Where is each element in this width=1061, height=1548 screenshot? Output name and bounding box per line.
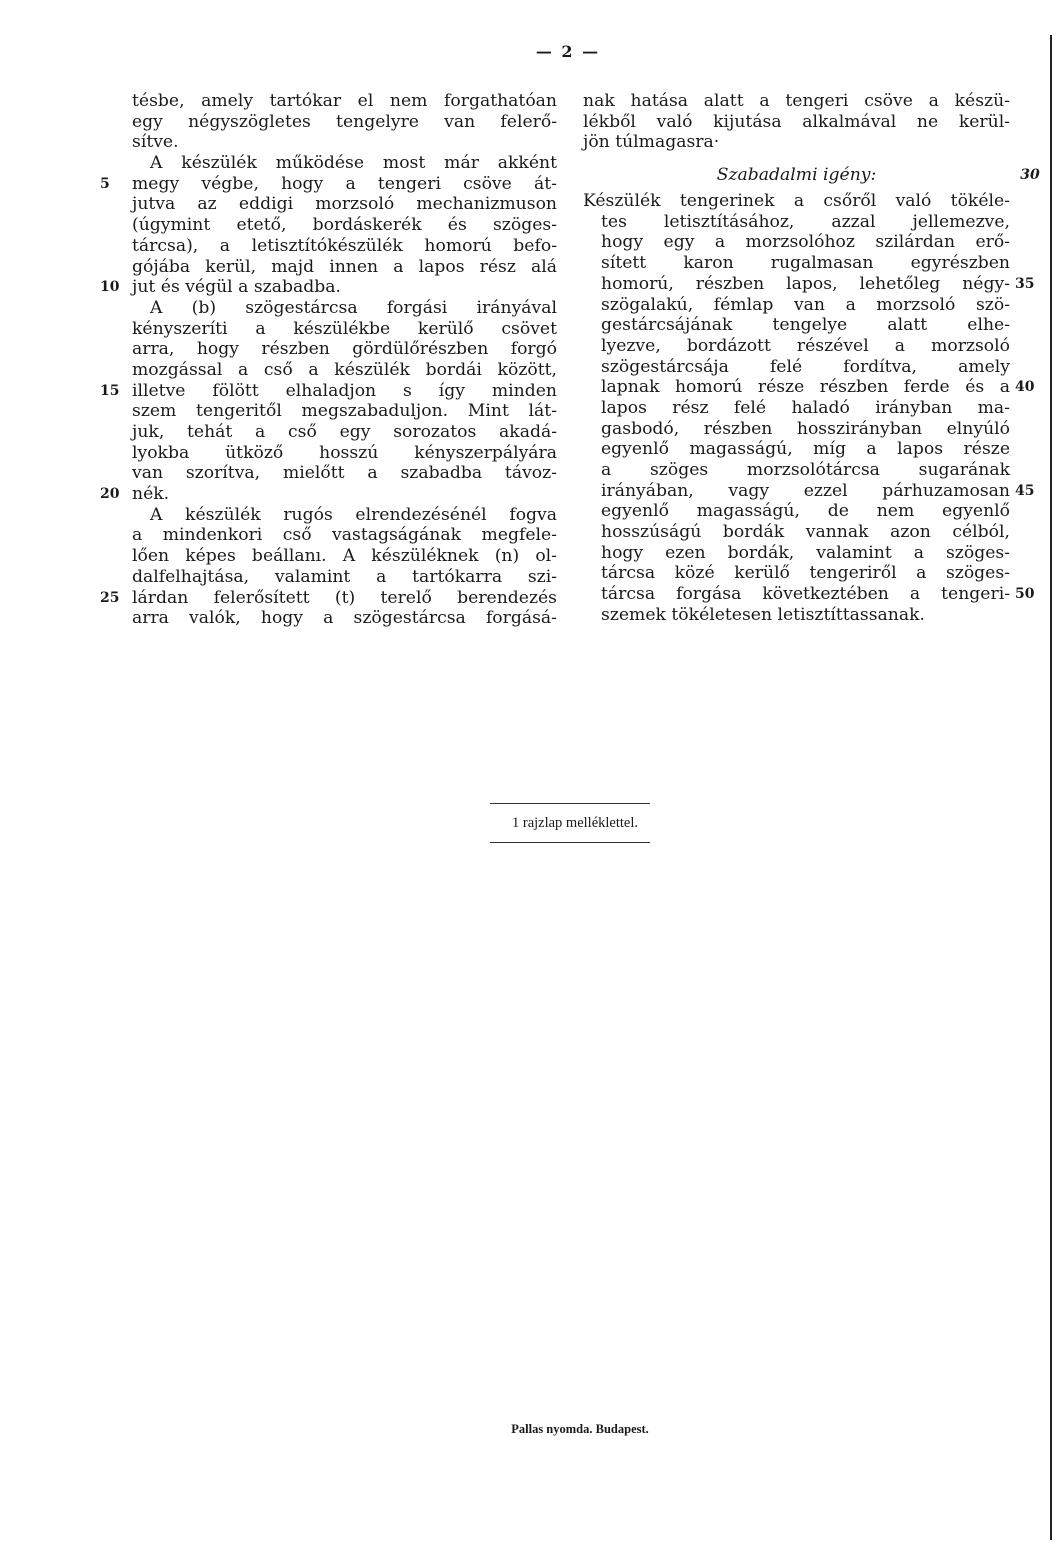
text-line [132,257,557,278]
line-text: homorú, részben lapos, lehetőleg négy- [601,273,1010,294]
text-line [583,605,1010,626]
line-text: arra valók, hogy a szögestárcsa forgásá- [132,608,557,629]
line-text: sített karon rugalmasan egyrészben [601,253,1010,274]
text-line [132,422,557,443]
line-text: egyenlő magasságú, míg a lapos része [601,439,1010,460]
line-text: jön túlmagasra· [583,132,720,153]
text-line [583,112,1010,133]
line-text: a szöges morzsolótárcsa sugarának [601,460,1010,480]
text-line [132,401,557,422]
line-text: sítve. [132,132,179,153]
line-text: juk, tehát a cső egy sorozatos akadá- [132,422,557,442]
line-text: gójába kerül, majd innen a lapos rész alá [132,256,557,277]
text-line [583,377,1035,398]
text-line [132,463,557,484]
text-line [583,398,1010,419]
text-line [583,191,1010,212]
line-text: Készülék tengerinek a csőről való tökéle- [583,191,1010,212]
page-number: — 2 — [535,42,601,61]
line-text: lően képes beállanı. A készüléknek (n) ol- [132,546,557,567]
line-text: lapnak homorú része részben ferde és a [601,377,1010,398]
text-line [583,357,1010,378]
line-number: 30 [1020,167,1040,184]
text-line [132,298,557,319]
line-text: lyezve, bordázott részével a morzsoló [601,335,1010,356]
line-text: egyenlő magasságú, de nem egyenlő [601,501,1010,522]
text-line [583,315,1010,336]
line-text: lárdan felerősített (t) terelő berendezés [132,587,557,608]
text-line [132,132,557,153]
text-line [583,439,1010,460]
line-number: 45 [1015,482,1035,499]
line-text: szemek tökéletesen letisztíttassanak. [601,604,926,625]
text-line [132,319,557,340]
text-line [132,194,557,215]
line-text: tárcsa közé kerülő tengeriről a szöges- [601,563,1010,584]
line-text: nék. [132,484,170,505]
text-line [583,584,1035,605]
text-line [583,91,1010,112]
line-text: jut és végül a szabadba. [132,277,341,298]
line-text: szögestárcsája felé fordítva, amely [601,356,1010,377]
text-line [583,460,1010,481]
text-line [583,132,1010,153]
printer-imprint: Pallas nyomda. Budapest. [511,1422,649,1436]
line-text: (úgymint etető, bordáskerék és szöges- [132,215,557,236]
line-text: tésbe, amely tartókar el nem forgathatóan [132,91,557,111]
text-line [583,295,1010,316]
text-line [583,501,1010,522]
text-line [583,253,1010,274]
line-text: A készülék rugós elrendezésénél fogva [150,504,557,525]
line-text: nak hatása alatt a tengeri csöve a készü- [583,91,1010,111]
line-number: 20 [100,486,120,503]
line-text: lékből való kijutása alkalmával ne kerül- [583,111,1010,132]
text-line [132,525,557,546]
line-text: A (b) szögestárcsa forgási irányával [150,297,557,318]
right-column-intro [583,91,1010,153]
text-line [132,339,557,360]
text-line [583,480,1035,502]
line-text: szögalakú, fémlap van a morzsoló szö- [601,294,1010,315]
line-text: tárcsa forgása következtében a tengeri- [601,584,1010,605]
page-edge-line [1050,35,1052,1540]
text-line [583,232,1010,253]
text-line [583,419,1010,440]
line-text: dalfelhajtása, valamint a tartókarra szi- [132,566,557,587]
text-line [583,212,1010,233]
line-number: 40 [1015,379,1035,396]
line-text: hogy egy a morzsolóhoz szilárdan erő- [601,232,1010,253]
claims-text [583,191,1035,625]
line-text: gestárcsájának tengelye alatt elhe- [601,315,1010,336]
text-line [132,236,557,257]
line-text: a mindenkori cső vastagságának megfele- [132,525,557,546]
line-text: tárcsa), a letisztítókészülék homorú befo- [132,235,557,256]
text-line [132,215,557,236]
text-line [132,91,557,112]
line-number: 15 [100,382,120,399]
line-text: illetve fölött elhaladjon s így minden [132,380,557,401]
text-line [100,277,557,298]
line-text: hogy ezen bordák, valamint a szöges- [601,542,1010,563]
text-line [583,563,1010,584]
text-line [583,273,1035,295]
line-text: gasbodó, részben hosszirányban elnyúló [601,418,1010,439]
line-text: lapos rész felé haladó irányban ma- [601,397,1010,418]
line-text: A készülék működése most már akként [150,153,557,174]
line-text: megy végbe, hogy a tengeri csöve át- [132,173,557,194]
text-line [132,608,557,629]
line-text: van szorítva, mielőtt a szabadba távoz- [132,463,557,484]
text-line [132,567,557,588]
claims-heading [583,159,1040,191]
line-number: 25 [100,589,120,606]
text-line [583,522,1010,543]
line-text: szem tengeritől megszabaduljon. Mint lát- [132,401,557,422]
text-line [583,543,1010,564]
text-line [132,112,557,133]
line-number: 50 [1015,586,1035,603]
text-line [132,360,557,381]
line-number: 35 [1015,275,1035,292]
text-line [100,173,557,195]
claims-heading-text: Szabadalmi igény: [716,165,877,186]
text-line [100,380,557,402]
text-line [132,505,557,526]
line-number: 5 [100,175,110,192]
text-line [583,336,1010,357]
line-text: hosszúságú bordák vannak azon célból, [601,522,1010,543]
line-text: lyokba ütköző hosszú kényszerpályára [132,442,557,463]
line-text: kényszeríti a készülékbe kerülő csövet [132,318,557,339]
text-line [100,484,557,505]
line-text: tes letisztításához, azzal jellemezve, [601,211,1010,232]
line-text: irányában, vagy ezzel párhuzamosan [601,480,1010,501]
line-text: jutva az eddigi morzsoló mechanizmuson [132,194,557,215]
enclosure-note: 1 rajzlap melléklettel. [511,815,638,831]
right-column [583,91,1040,626]
divider-rule-top [490,803,650,804]
text-line [132,153,557,174]
line-text: mozgással a cső a készülék bordái között, [132,359,557,380]
line-text: arra, hogy részben gördülőrészben forgó [132,339,557,360]
text-line [100,587,557,609]
line-number: 10 [100,279,120,296]
text-line [132,546,557,567]
left-column [100,91,557,629]
divider-rule-bottom [490,842,650,843]
line-text: egy négyszögletes tengelyre van felerő- [132,111,557,132]
text-line [132,443,557,464]
